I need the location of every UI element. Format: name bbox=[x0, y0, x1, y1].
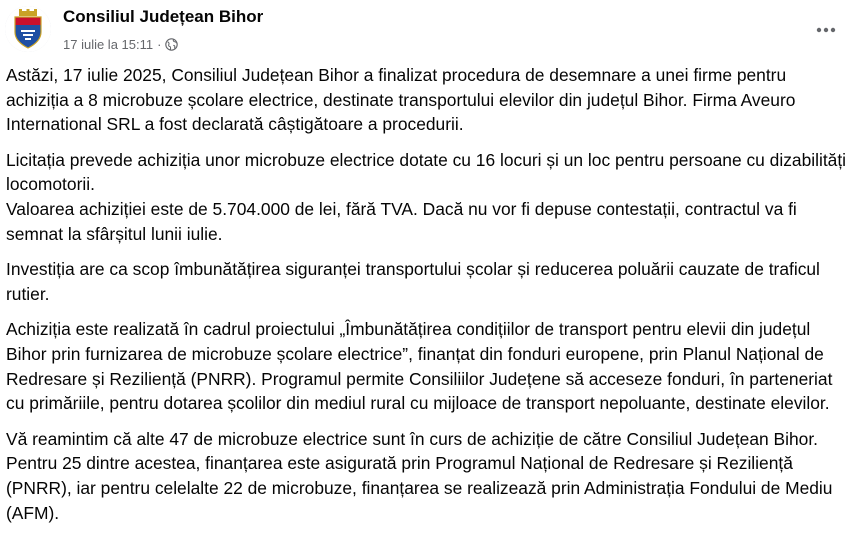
post-paragraph-2-line-2: Valoarea achiziției este de 5.704.000 de lei, fără TVA. Dacă nu vor fi depuse contestații, contractul va fi semnat la sfârșitul lunii iulie. bbox=[6, 198, 797, 244]
post-timestamp[interactable]: 17 iulie la 15:11 bbox=[63, 36, 154, 52]
globe-icon[interactable] bbox=[165, 38, 178, 51]
post-meta bbox=[63, 35, 178, 53]
page-name-link[interactable]: Consiliul Județean Bihor bbox=[63, 7, 264, 26]
more-options-button[interactable] bbox=[808, 12, 844, 48]
meta-separator: · bbox=[157, 36, 162, 52]
post-paragraph-2-line-1: Licitația prevede achiziția unor microbuze electrice dotate cu 16 locuri și un loc pentru persoane cu dizabilități locomotorii. bbox=[6, 149, 847, 195]
post-paragraph-4: Achiziția este realizată în cadrul proiectului „Îmbunătățirea condițiilor de transport pentru elevii din județul Bihor prin furnizarea de microbuze școlare electrice”, finanțat din fonduri europene, prin Planul Național de Redresare și Reziliență (PNRR). Programul permite Consiliilor Județene să acceseze fonduri, în parteneriat cu primăriile, pentru dotarea școlilor din mediul rural cu mijloace de transport nepoluante, destinate elevilor. bbox=[6, 319, 833, 414]
post-body bbox=[6, 63, 848, 536]
post-paragraph-2 bbox=[6, 148, 848, 246]
post-header bbox=[0, 0, 854, 60]
post-paragraph-3: Investiția are ca scop îmbunătățirea siguranței transportului școlar și reducerea poluării cauzate de traficul rutier. bbox=[6, 259, 820, 304]
post-paragraph-5: Vă reamintim că alte 47 de microbuze electrice sunt în curs de achiziție de către Consiliul Județean Bihor. Pentru 25 dintre acestea, finanțarea este asigurată prin Programul Național de Redresare și Reziliență (PNRR), iar pentru celelalte 22 de microbuze, finanțarea se realizează prin Administrația Fondului de Mediu (AFM). bbox=[6, 428, 833, 523]
post-paragraph-1: Astăzi, 17 iulie 2025, Consiliul Județean Bihor a finalizat procedura de desemnare a unei firme pentru achiziția a 8 microbuze școlare electrice, destinate transportului elevilor din județul Bihor. Firma Aveuro International SRL a fost declarată câștigătoare a procedurii. bbox=[6, 65, 796, 135]
avatar[interactable] bbox=[5, 6, 51, 52]
more-horizontal-icon bbox=[816, 27, 836, 33]
county-coat-of-arms-icon bbox=[5, 6, 51, 52]
